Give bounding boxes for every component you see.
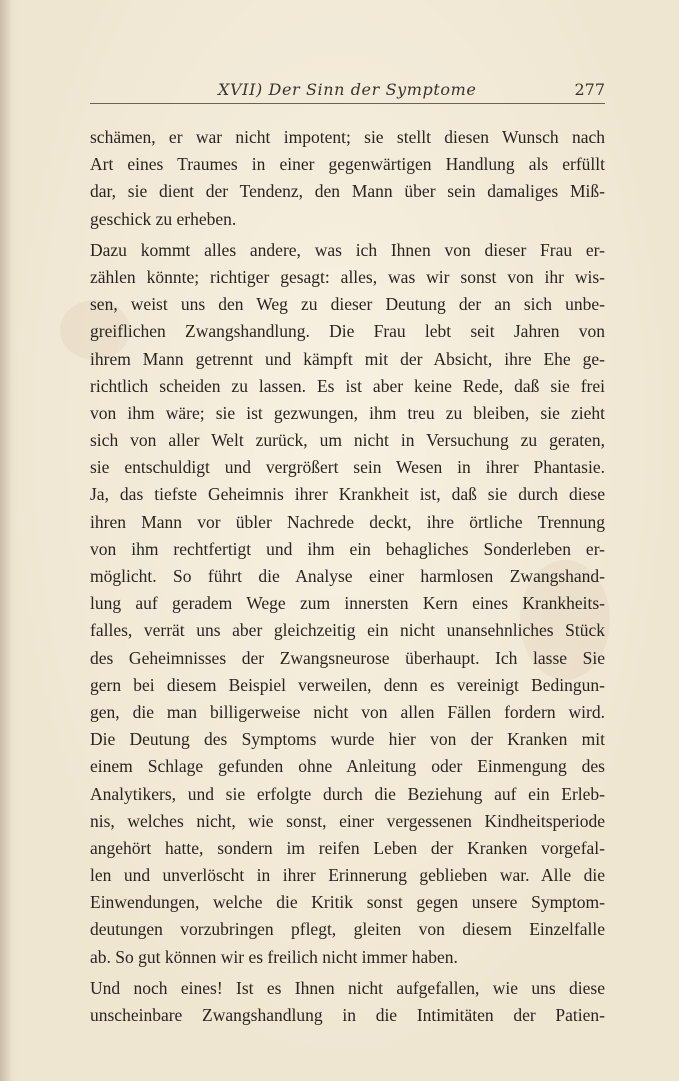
text-line: richtlich scheiden zu lassen. Es ist aber keine Rede, daß sie frei <box>90 375 605 396</box>
text-line: len und unverlöscht in ihrer Erinnerung geblieben war. Alle die <box>90 865 605 886</box>
running-title: XVII) Der Sinn der Symptome <box>218 80 477 99</box>
text-line: zählen könnte; richtiger gesagt: alles, was wir sonst von ihr wis- <box>90 266 605 287</box>
gutter-shadow <box>0 0 12 1081</box>
text-line: geschick zu erheben. <box>90 208 237 229</box>
text-line: einem Schlage gefunden ohne Anleitung oder Einmengung des <box>90 756 605 777</box>
text-line: dar, sie dient der Tendenz, den Mann über sein damaliges Miß- <box>90 181 605 202</box>
text-line: möglicht. So führt die Analyse einer harmlosen Zwangshand- <box>90 566 605 586</box>
running-head <box>90 78 605 104</box>
text-line: Analytikers, und sie erfolgte durch die Beziehung auf ein Erleb- <box>90 783 605 804</box>
text-line: sie entschuldigt und vergrößert sein Wesen in ihrer Phantasie. <box>90 457 605 478</box>
text-line: unscheinbare Zwangshandlung in die Intimitäten der Patien- <box>90 1005 605 1025</box>
text-line: von ihm rechtfertigt und ihm ein behagliches Sonderleben er- <box>90 538 605 559</box>
text-line: greiflichen Zwangshandlung. Die Frau lebt seit Jahren von <box>90 321 605 342</box>
text-line: Einwendungen, welche die Kritik sonst gegen unsere Symptom- <box>90 892 605 913</box>
paragraph <box>90 975 605 1029</box>
text-line: nis, welches nicht, wie sonst, einer vergessenen Kindheitsperiode <box>90 810 605 831</box>
text-line: falles, verrät uns aber gleichzeitig ein nicht unansehnliches Stück <box>90 620 605 641</box>
text-line: ihren Mann vor übler Nachrede deckt, ihre örtliche Trennung <box>90 511 605 532</box>
text-line: Die Deutung des Symptoms wurde hier von der Kranken mit <box>90 729 605 750</box>
text-line: lung auf geradem Wege zum innersten Kern eines Krankheits- <box>90 593 605 614</box>
text-line: ihrem Mann getrennt und kämpft mit der Absicht, ihre Ehe ge- <box>90 348 605 369</box>
paragraph <box>90 237 605 971</box>
text-line: Art eines Traumes in einer gegenwärtigen Handlung als erfüllt <box>90 154 605 175</box>
text-line: Ja, das tiefste Geheimnis ihrer Krankheit ist, daß sie durch diese <box>90 484 605 505</box>
text-line: Und noch eines! Ist es Ihnen nicht aufgefallen, wie uns diese <box>90 977 605 998</box>
body-text <box>90 124 605 1029</box>
text-line: von ihm wäre; sie ist gezwungen, ihm treu zu bleiben, sie zieht <box>90 402 605 423</box>
text-line: angehört hatte, sondern im reifen Leben der Kranken vorgefal- <box>90 837 605 858</box>
text-line: sen, weist uns den Weg zu dieser Deutung der an sich unbe- <box>90 294 605 315</box>
text-line: schämen, er war nicht impotent; sie stellt diesen Wunsch nach <box>90 127 605 147</box>
header-rule <box>90 103 605 104</box>
text-line: gen, die man billigerweise nicht von allen Fällen fordern wird. <box>90 701 605 722</box>
paragraph <box>90 124 605 233</box>
text-line: Dazu kommt alles andere, was ich Ihnen von dieser Frau er- <box>90 239 605 260</box>
text-line: des Geheimnisses der Zwangsneurose überhaupt. Ich lasse Sie <box>90 647 605 668</box>
text-line: ab. So gut können wir es freilich nicht immer haben. <box>90 946 458 967</box>
text-line: gern bei diesem Beispiel verweilen, denn es vereinigt Bedingun- <box>90 674 605 695</box>
text-line: sich von aller Welt zurück, um nicht in Versuchung zu geraten, <box>90 430 605 451</box>
text-line: deutungen vorzubringen pflegt, gleiten von diesem Einzelfalle <box>90 919 605 940</box>
page-number: 277 <box>574 80 605 99</box>
